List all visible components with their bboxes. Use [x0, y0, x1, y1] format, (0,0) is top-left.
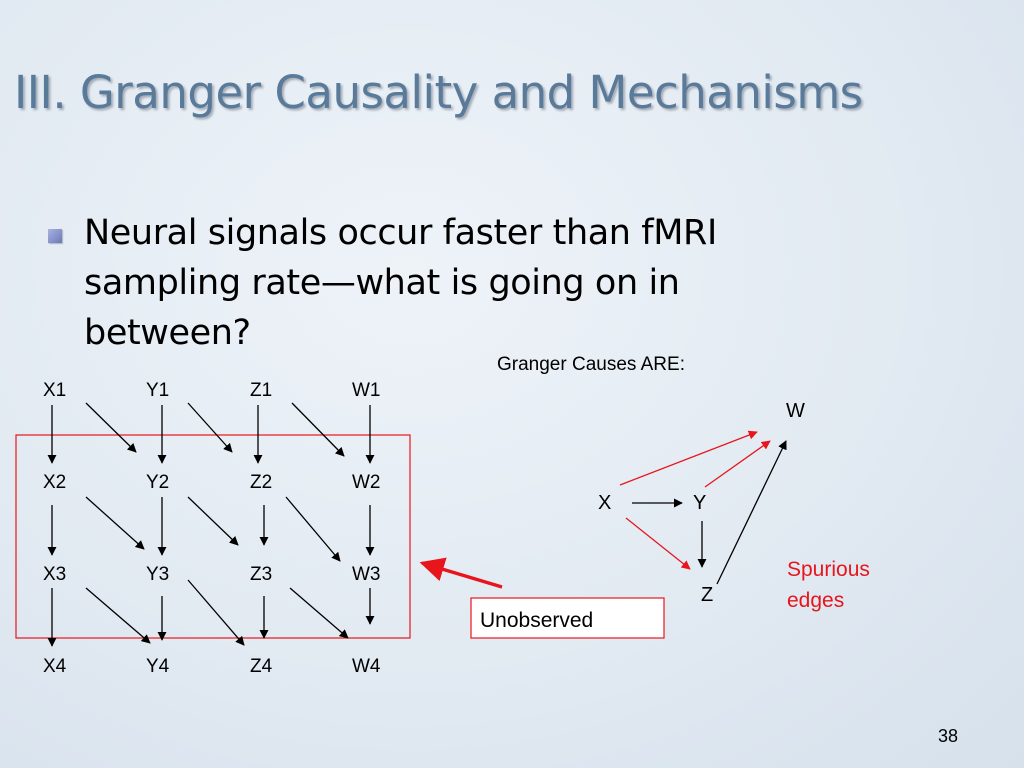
node-w1: W1	[352, 380, 381, 401]
node-z3: Z3	[250, 564, 273, 585]
granger-causes-heading: Granger Causes ARE:	[497, 354, 685, 375]
node-y: Y	[693, 492, 707, 514]
node-y4: Y4	[146, 656, 170, 677]
edge-z2-w3	[286, 497, 340, 561]
node-y2: Y2	[146, 472, 170, 493]
edge-x2-y3	[86, 497, 144, 549]
edge-z1-w2	[292, 403, 344, 456]
unobserved-pointer-arrow	[422, 563, 502, 587]
edge-x3-y4	[86, 588, 150, 643]
spurious-edge-x-z	[626, 518, 690, 569]
node-x2: X2	[43, 472, 67, 493]
slide-number: 38	[938, 726, 959, 746]
node-x: X	[598, 492, 612, 514]
unobserved-label: Unobserved	[480, 609, 594, 632]
node-z1: Z1	[250, 380, 273, 401]
node-w4: W4	[352, 656, 381, 677]
edge-z-w	[717, 441, 786, 584]
edge-y3-z4	[188, 580, 244, 645]
spurious-edges-label-line1: Spurious	[787, 558, 870, 581]
edge-y2-z3	[188, 497, 238, 545]
node-x4: X4	[43, 656, 67, 677]
unobserved-region-box	[16, 435, 410, 638]
node-w3: W3	[352, 564, 381, 585]
edge-z3-w4	[290, 588, 348, 638]
bullet-text: Neural signals occur faster than fMRI sampling rate—what is going on in between?	[84, 213, 717, 353]
node-y3: Y3	[146, 564, 170, 585]
node-z: Z	[701, 584, 714, 606]
node-y1: Y1	[146, 380, 170, 401]
edge-x1-y2	[86, 403, 136, 452]
node-w2: W2	[352, 472, 381, 493]
spurious-edges-label-line2: edges	[787, 589, 845, 612]
node-w: W	[786, 400, 805, 422]
node-x1: X1	[43, 380, 67, 401]
node-z2: Z2	[250, 472, 273, 493]
edge-y1-z2	[188, 403, 232, 452]
slide-title: III. Granger Causality and Mechanisms	[14, 66, 863, 119]
node-z4: Z4	[250, 656, 273, 677]
node-x3: X3	[43, 564, 67, 585]
spurious-edge-x-w	[620, 432, 757, 485]
